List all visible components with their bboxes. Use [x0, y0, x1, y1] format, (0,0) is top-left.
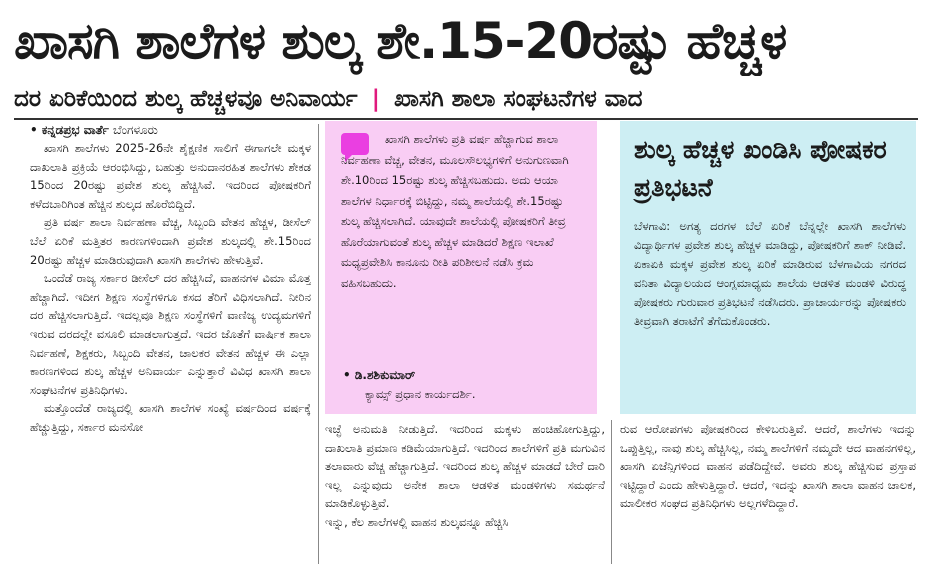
- paragraph: ಪ್ರತಿ ವರ್ಷ ಶಾಲಾ ನಿರ್ವಹಣಾ ವೆಚ್ಚ, ಸಿಬ್ಬಂದಿ ವೇತನ ಹೆಚ್ಚಳ, ಡೀಸೆಲ್ ಬೆಲೆ ಏರಿಕೆ ಮತ್ತಿತರ ಕಾರಣಗಳಿಂದಾಗಿ ಪ್ರವೇಶ ಶುಲ್ಕದಲ್ಲಿ ಶೇ.15ರಿಂದ 20ರಷ್ಟು ಹೆಚ್ಚಳ ಮಾಡಿರುವುದಾಗಿ ಖಾಸಗಿ ಶಾಲೆಗಳು ಹೇಳುತ್ತಿವೆ.: [30, 215, 311, 267]
- column-2-lower: ಇಚ್ಛೆ ಅನುಮತಿ ನೀಡುತ್ತಿದೆ. ಇದರಿಂದ ಮಕ್ಕಳು ಹಂಚಿಹೋಗುತ್ತಿದ್ದು, ದಾಖಲಾತಿ ಪ್ರಮಾಣ ಕಡಿಮೆಯಾಗುತ್ತಿದೆ. ಇದರಿಂದ ಶಾಲೆಗಳಿಗೆ ಪ್ರತಿ ಮಗುವಿನ ತಲಾವಾರು ವೆಚ್ಚ ಹೆಚ್ಚಾಗುತ್ತಿದೆ. ಇದರಿಂದ ಶುಲ್ಕ ಹೆಚ್ಚಳ ಮಾಡದೆ ಬೇರೆ ದಾರಿ ಇಲ್ಲ ಎನ್ನುವುದು ಅನೇಕ ಶಾಲಾ ಆಡಳಿತ ಮಂಡಳಿಗಳು ಸಮರ್ಥನೆ ಮಾಡಿಕೊಳ್ಳುತ್ತಿವೆ. ಇನ್ನು, ಕೆಲ ಶಾಲೆಗಳಲ್ಲಿ ವಾಹನ ಶುಲ್ಕವನ್ನೂ ಹೆಚ್ಚಿಸಿ: [325, 422, 605, 529]
- side-box-body: ಬೆಳಗಾವಿ: ಅಗತ್ಯ ದರಗಳ ಬೆಲೆ ಏರಿಕೆ ಬೆನ್ನಲ್ಲೇ ಖಾಸಗಿ ಶಾಲೆಗಳು ವಿದ್ಯಾರ್ಥಿಗಳ ಪ್ರವೇಶ ಶುಲ್ಕ ಹೆಚ್ಚಳ ಮಾಡಿದ್ದು, ಪೋಷಕರಿಗೆ ಶಾಕ್ ನೀಡಿವೆ. ಏಕಾಏಕಿ ಮಕ್ಕಳ ಪ್ರವೇಶ ಶುಲ್ಕ ಏರಿಕೆ ಮಾಡಿರುವ ಬೆಳಗಾವಿಯ ನಗರದ ವನಿತಾ ವಿದ್ಯಾಲಯದ ಆಂಗ್ಲಮಾಧ್ಯಮ ಶಾಲೆಯ ಆಡಳಿತ ಮಂಡಳಿ ವಿರುದ್ಧ ಪೋಷಕರು ಗುರುವಾರ ಪ್ರತಿಭಟನೆ ನಡೆಸಿದರು. ಪ್ರಾಚಾರ್ಯರನ್ನು ಪೋಷಕರು ತೀವ್ರವಾಗಿ ತರಾಟೆಗೆ ತೆಗೆದುಕೊಂಡರು.: [634, 219, 906, 328]
- headline: ಖಾಸಗಿ ಶಾಲೆಗಳ ಶುಲ್ಕ ಶೇ.15-20ರಷ್ಟು ಹೆಚ್ಚಳ: [14, 12, 787, 70]
- column-3-lower: ರುವ ಆರೋಪಗಳು ಪೋಷಕರಿಂದ ಕೇಳಿಬರುತ್ತಿವೆ. ಆದರೆ, ಶಾಲೆಗಳು ಇದನ್ನು ಒಪ್ಪುತ್ತಿಲ್ಲ, ನಾವು ಶುಲ್ಕ ಹೆಚ್ಚಿಸಿಲ್ಲ, ನಮ್ಮ ಶಾಲೆಗಳಿಗೆ ನಮ್ಮದೇ ಆದ ವಾಹನಗಳಿಲ್ಲ, ಖಾಸಗಿ ಏಜೆನ್ಸಿಗಳಿಂದ ವಾಹನ ಪಡೆದಿದ್ದೇವೆ. ಅವರು ಶುಲ್ಕ ಹೆಚ್ಚಿಸುವ ಪ್ರಸ್ತಾಪ ಇಟ್ಟಿದ್ದಾರೆ ಎಂದು ಹೇಳುತ್ತಿದ್ದಾರೆ. ಆದರೆ, ಇದನ್ನು ಖಾಸಗಿ ಶಾಲಾ ವಾಹನ ಚಾಲಕ, ಮಾಲೀಕರ ಸಂಘದ ಪ್ರತಿನಿಧಿಗಳು ಅಲ್ಲಗಳೆದಿದ್ದಾರೆ.: [620, 422, 916, 511]
- subheadline: [14, 80, 920, 118]
- subheadline-left: ದರ ಏರಿಕೆಯಿಂದ ಶುಲ್ಕ ಹೆಚ್ಚಳವೂ ಅನಿವಾರ್ಯ: [14, 86, 358, 112]
- column-divider: [611, 420, 612, 564]
- paragraph: ಮತ್ತೊಂದೆಡೆ ರಾಜ್ಯದಲ್ಲಿ ಖಾಸಗಿ ಶಾಲೆಗಳ ಸಂಖ್ಯೆ ವರ್ಷದಿಂದ ವರ್ಷಕ್ಕೆ ಹೆಚ್ಚುತ್ತಿದ್ದು, ಸರ್ಕಾರ ಮನಸೋ: [30, 401, 311, 434]
- byline-place: ಬೆಂಗಳೂರು: [112, 123, 158, 137]
- quote-author: • ಡಿ.ಶಶಿಕುಮಾರ್: [343, 368, 416, 382]
- byline: • ಕನ್ನಡಪ್ರಭ ವಾರ್ತೆ ಬೆಂಗಳೂರು: [30, 123, 158, 137]
- side-box: [620, 121, 916, 414]
- paragraph: ಒಂದೆಡೆ ರಾಜ್ಯ ಸರ್ಕಾರ ಡೀಸೆಲ್ ದರ ಹೆಚ್ಚಿಸಿದೆ, ವಾಹನಗಳ ವಿಮಾ ಮೊತ್ತ ಹೆಚ್ಚಾಗಿದೆ. ಇದೀಗ ಶಿಕ್ಷಣ ಸಂಸ್ಥೆಗಳಿಗೂ ಕಸದ ತೆರಿಗೆ ವಿಧಿಸಲಾಗಿದೆ. ನೀರಿನ ದರ ಹೆಚ್ಚಿಸಲಾಗುತ್ತಿದೆ. ಇದಲ್ಲವೂ ಶಿಕ್ಷಣ ಸಂಸ್ಥೆಗಳಿಗೆ ವಾಣಿಜ್ಯ ಉದ್ಯಮಗಳಿಗೆ ಇರುವ ದರದಲ್ಲೇ ವಸೂಲಿ ಮಾಡಲಾಗುತ್ತದೆ. ಇದರ ಜೊತೆಗೆ ವಾರ್ಷಿಕ ಶಾಲಾ ನಿರ್ವಹಣೆ, ಶಿಕ್ಷಕರು, ಸಿಬ್ಬಂದಿ ವೇತನ, ಚಾಲಕರ ವೇತನ ಹೆಚ್ಚಳ ಈ ಎಲ್ಲಾ ಕಾರಣಗಳಿಂದ ಶುಲ್ಕ ಹೆಚ್ಚಳ ಅನಿವಾರ್ಯ ಎನ್ನುತ್ತಾರೆ ವಿವಿಧ ಖಾಸಗಿ ಶಾಲಾ ಸಂಘಟನೆಗಳ ಪ್ರತಿನಿಧಿಗಳು.: [30, 271, 311, 397]
- quote-text: ಖಾಸಗಿ ಶಾಲೆಗಳು ಪ್ರತಿ ವರ್ಷ ಹೆಚ್ಚಾಗುವ ಶಾಲಾ ನಿರ್ವಹಣಾ ವೆಚ್ಚ, ವೇತನ, ಮೂಲಸೌಲಭ್ಯಗಳಿಗೆ ಅನುಗುಣವಾಗಿ ಶೇ.10ರಿಂದ 15ರಷ್ಟು ಶುಲ್ಕ ಹೆಚ್ಚಿಸಬಹುದು. ಅದು ಆಯಾ ಶಾಲೆಗಳ ನಿರ್ಧಾರಕ್ಕೆ ಬಿಟ್ಟಿದ್ದು, ನಮ್ಮ ಶಾಲೆಯಲ್ಲಿ ಶೇ.15ರಷ್ಟು ಶುಲ್ಕ ಹೆಚ್ಚಿಸಲಾಗಿದೆ. ಯಾವುದೇ ಶಾಲೆಯಲ್ಲಿ ಪೋಷಕರಿಗೆ ತೀವ್ರ ಹೊರೆಯಾಗುವಂತೆ ಶುಲ್ಕ ಹೆಚ್ಚಳ ಮಾಡಿದರೆ ಶಿಕ್ಷಣ ಇಲಾಖೆ ಮಧ್ಯಪ್ರವೇಶಿಸಿ ಕಾನೂನು ರೀತಿ ಪರಿಶೀಲನೆ ನಡೆಸಿ ಕ್ರಮ ವಹಿಸಬಹುದು.: [341, 132, 569, 290]
- byline-agency: ಕನ್ನಡಪ್ರಭ ವಾರ್ತೆ: [41, 123, 109, 137]
- column-divider: [318, 124, 319, 564]
- side-box-title: ಶುಲ್ಕ ಹೆಚ್ಚಳ ಖಂಡಿಸಿ ಪೋಷಕರ ಪ್ರತಿಭಟನೆ: [634, 135, 887, 202]
- subheadline-right: ಖಾಸಗಿ ಶಾಲಾ ಸಂಘಟನೆಗಳ ವಾದ: [394, 86, 643, 112]
- paragraph: ಖಾಸಗಿ ಶಾಲೆಗಳು 2025-26ನೇ ಶೈಕ್ಷಣಿಕ ಸಾಲಿಗೆ ಈಗಾಗಲೇ ಮಕ್ಕಳ ದಾಖಲಾತಿ ಪ್ರಕ್ರಿಯೆ ಆರಂಭಿಸಿದ್ದು, ಬಹುತ್ತು ಅನುದಾನರಹಿತ ಶಾಲೆಗಳು ಶೇಕಡ 15ರಿಂದ 20ರಷ್ಟು ಪ್ರವೇಶ ಶುಲ್ಕ ಹೆಚ್ಚಿಸಿವೆ. ಇದರಿಂದ ಪೋಷಕರಿಗೆ ಕಳೆದಬಾರಿಗಿಂತ ಹೆಚ್ಚಿನ ಶುಲ್ಕದ ಹೊರೆಬಿದ್ದಿದೆ.: [30, 141, 311, 211]
- header-rule: [14, 118, 918, 120]
- quote-author-role: ಕ್ಯಾಮ್ಸ್ ಪ್ರಧಾನ ಕಾರ್ಯದರ್ಶಿ.: [365, 387, 476, 401]
- quote-box: [325, 121, 597, 414]
- subheadline-separator: |: [371, 86, 380, 112]
- column-1: [30, 121, 311, 567]
